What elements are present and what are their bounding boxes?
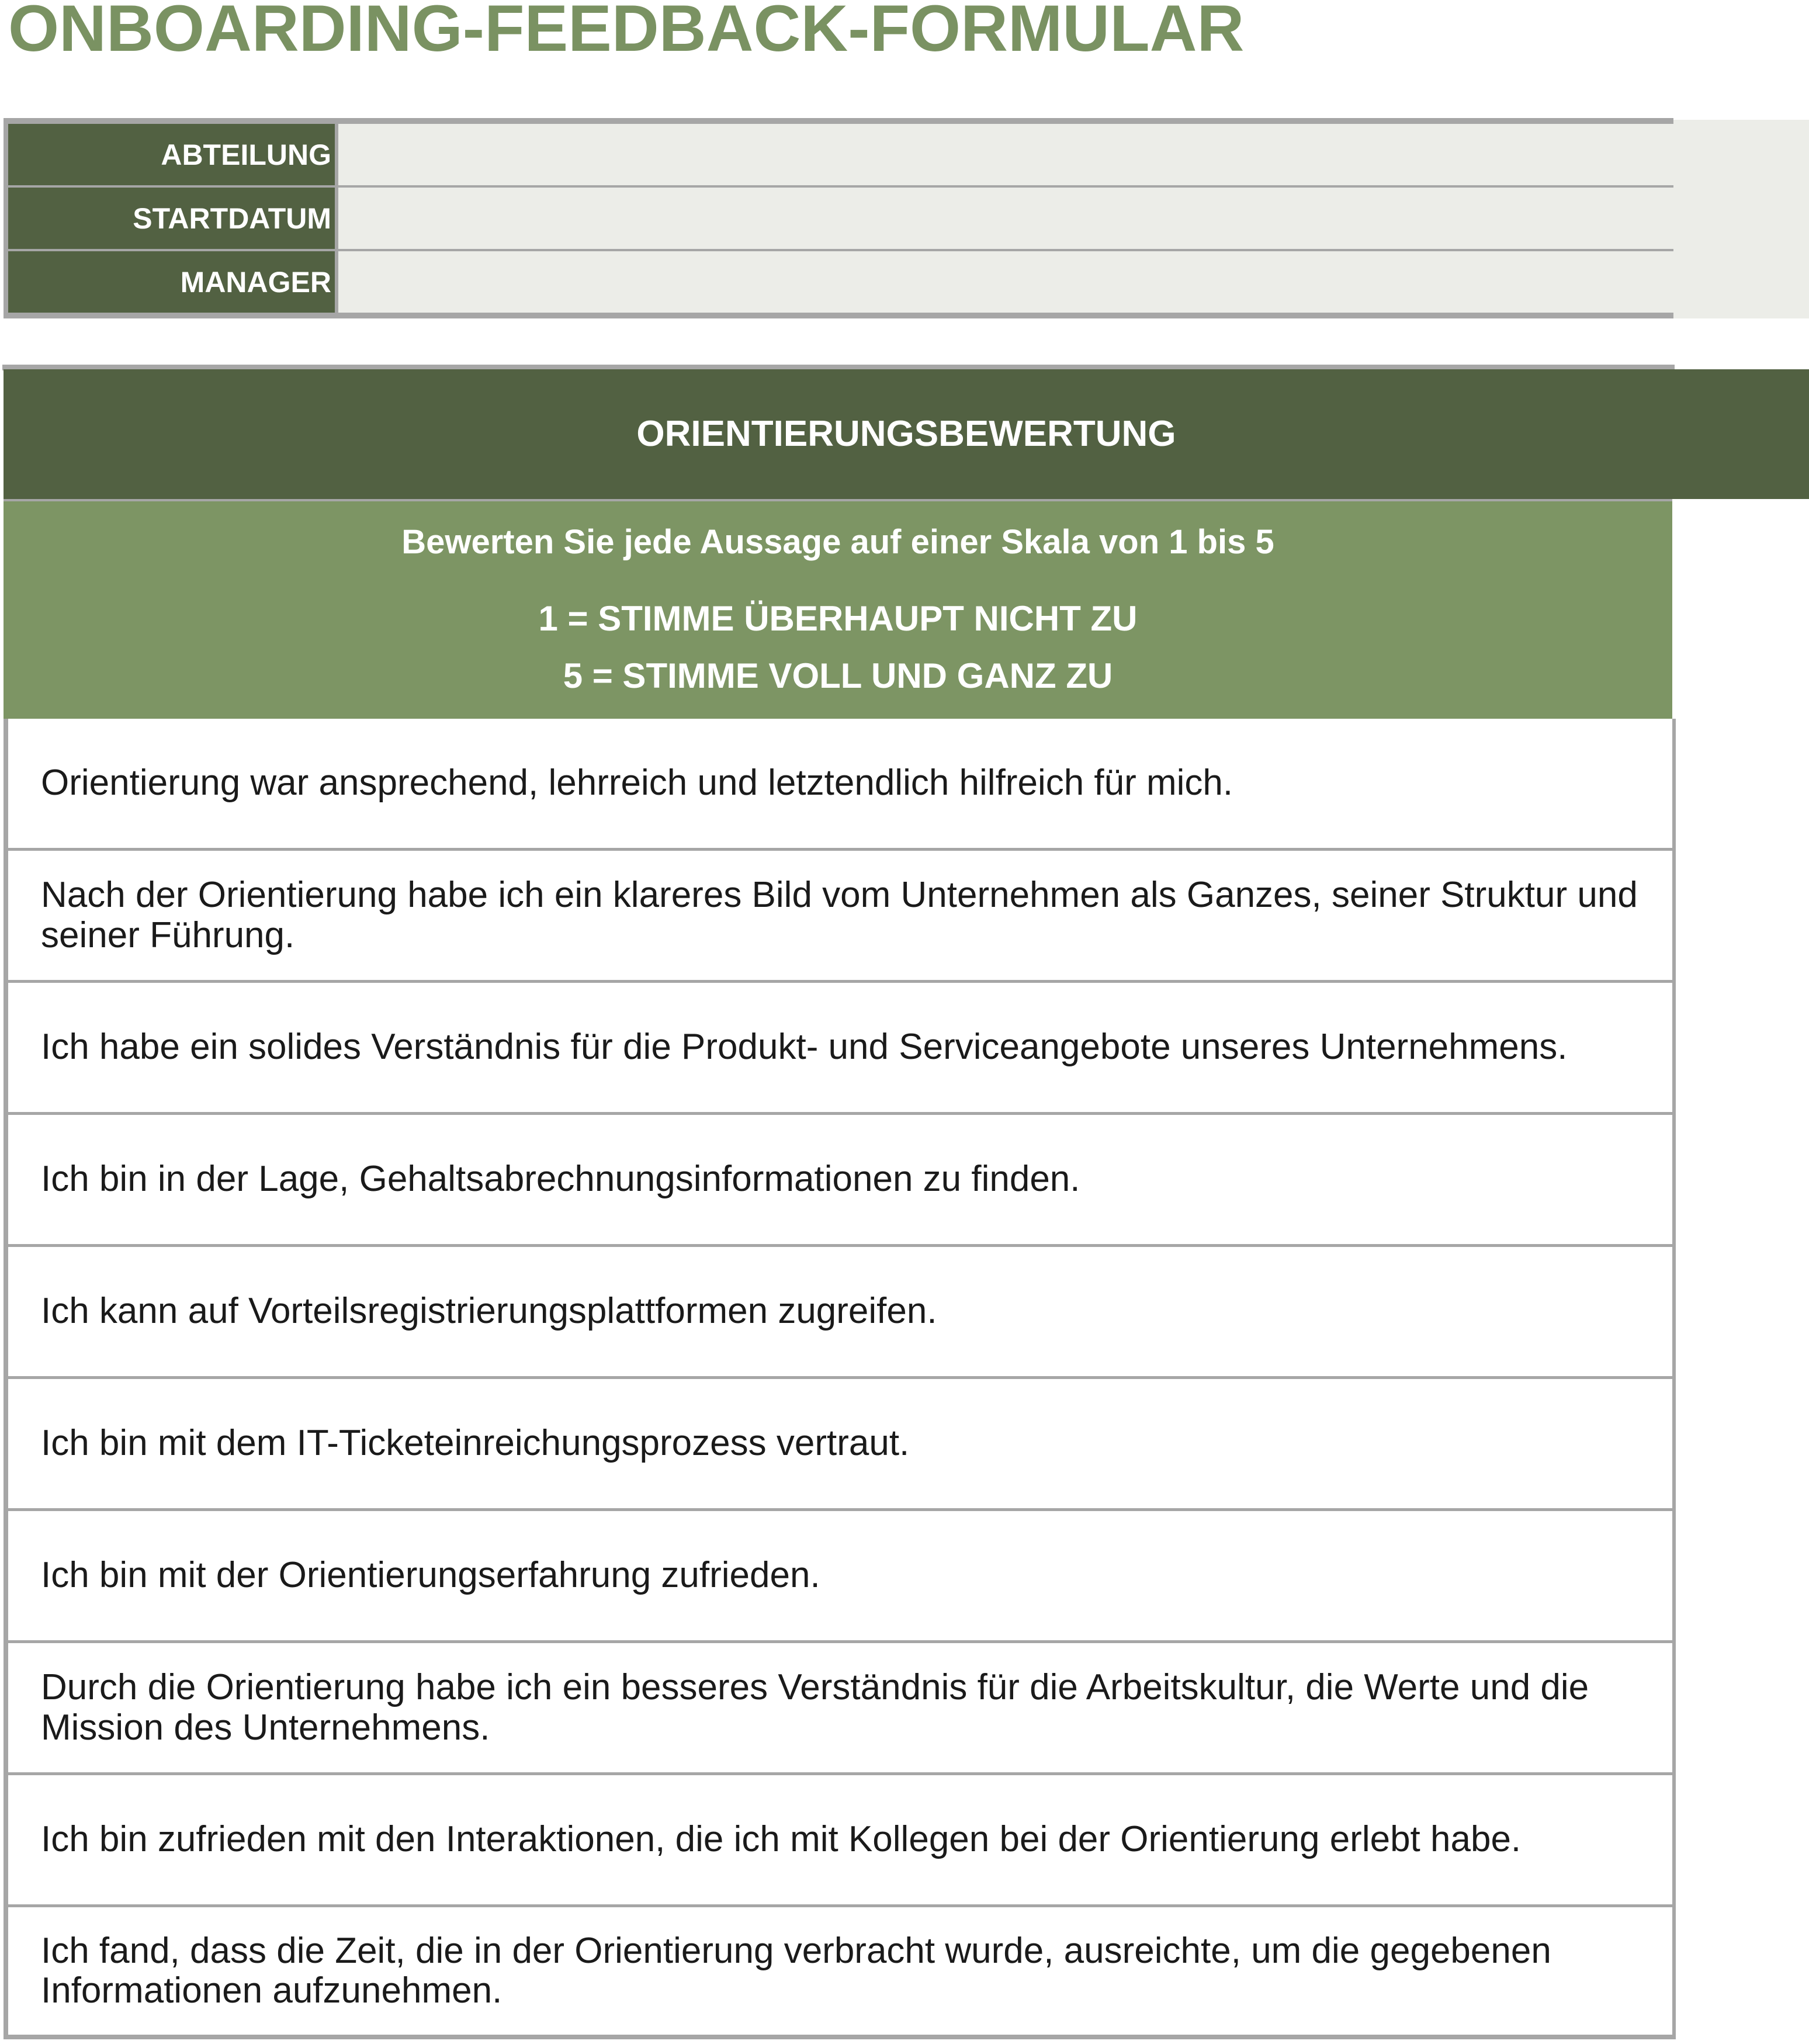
department-label: ABTEILUNG <box>6 121 337 186</box>
info-row-department <box>6 121 1673 186</box>
info-row-start-date <box>6 186 1673 250</box>
statement-row[interactable] <box>8 983 1672 1115</box>
statement-text: Ich bin mit dem IT-Ticketeinreichungsprozess vertraut. <box>41 1423 910 1464</box>
statement-row[interactable] <box>8 1643 1672 1775</box>
info-row-manager <box>6 250 1673 316</box>
statement-text: Durch die Orientierung habe ich ein besseres Verständnis für die Arbeitskultur, die Werte und die Mission des Unternehmens. <box>41 1667 1589 1748</box>
statement-text: Ich habe ein solides Verständnis für die Produkt- und Serviceangebote unseres Unternehmens. <box>41 1027 1568 1068</box>
statement-row[interactable] <box>8 1247 1672 1379</box>
scale-max-label: 5 = STIMME VOLL UND GANZ ZU <box>563 656 1113 695</box>
statement-row[interactable] <box>8 1379 1672 1511</box>
department-field[interactable] <box>337 121 1673 186</box>
statement-text: Ich bin mit der Orientierungserfahrung zufrieden. <box>41 1555 820 1596</box>
statement-row[interactable] <box>8 1511 1672 1643</box>
employee-info-table <box>4 118 1673 318</box>
rating-section-heading: ORIENTIERUNGSBEWERTUNG <box>636 414 1176 454</box>
statement-row[interactable] <box>8 719 1672 851</box>
statement-row[interactable] <box>8 851 1672 983</box>
statement-text: Ich fand, dass die Zeit, die in der Orientierung verbracht wurde, ausreichte, um die gegebenen Informationen aufzunehmen. <box>41 1930 1551 2011</box>
manager-field[interactable] <box>337 250 1673 316</box>
statement-row[interactable] <box>8 1775 1672 1907</box>
form-title: ONBOARDING-FEEDBACK-FORMULAR <box>8 0 1245 65</box>
rating-instruction: Bewerten Sie jede Aussage auf einer Skala von 1 bis 5 <box>401 523 1274 561</box>
statement-text: Nach der Orientierung habe ich ein klareres Bild vom Unternehmen als Ganzes, seiner Struktur und seiner Führung. <box>41 875 1638 955</box>
statement-text: Ich bin zufrieden mit den Interaktionen, die ich mit Kollegen bei der Orientierung erlebt habe. <box>41 1819 1522 1860</box>
statement-text: Ich bin in der Lage, Gehaltsabrechnungsinformationen zu finden. <box>41 1159 1080 1200</box>
scale-min-label: 1 = STIMME ÜBERHAUPT NICHT ZU <box>538 599 1138 638</box>
start-date-field[interactable] <box>337 186 1673 250</box>
statement-text: Orientierung war ansprechend, lehrreich und letztendlich hilfreich für mich. <box>41 763 1233 803</box>
statement-row[interactable] <box>8 1907 1672 2039</box>
manager-label: MANAGER <box>6 250 337 316</box>
statement-text: Ich kann auf Vorteilsregistrierungsplattformen zugreifen. <box>41 1291 937 1332</box>
start-date-label: STARTDATUM <box>6 186 337 250</box>
rating-scale-legend <box>4 499 1672 719</box>
statement-list <box>4 719 1676 2039</box>
statement-row[interactable] <box>8 1115 1672 1247</box>
info-field-extension <box>1673 120 1809 318</box>
